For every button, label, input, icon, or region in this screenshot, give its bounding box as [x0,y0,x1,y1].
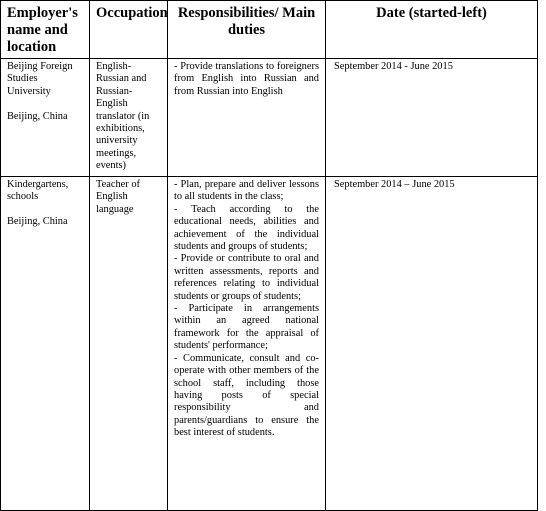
header-responsibilities: Responsibilities/ Main duties [168,1,326,59]
duty-item: - Plan, prepare and deliver lessons to all students in the class; [174,179,319,203]
header-date: Date (started-left) [326,1,538,59]
employer-location: Beijing, China [7,216,68,228]
header-employer: Employer's name and location [1,1,90,59]
duty-item: - Provide translations to foreigners from English into Russian and from Russian into English [174,61,319,97]
duties-cell [168,177,326,511]
table-row [1,177,538,511]
employer-cell [1,177,90,511]
duty-item: - Provide or contribute to oral and written assessments, reports and references relating to individual students or groups of students; [174,253,319,302]
employer-name: Kindergartens, schools [7,179,69,203]
duty-item: - Teach according to the educational needs, abilities and achievement of the individual students and groups of students; [174,203,319,253]
table-row [1,59,538,177]
duties-cell [168,59,326,177]
employer-cell [1,59,90,177]
duty-item: - Communicate, consult and co-operate with other members of the school staff, including those having posts of special responsibility and parents/guardians to ensure the best interest of students. [174,352,319,439]
date-cell: September 2014 – June 2015 [326,177,538,511]
header-occupation: Occupation [90,1,168,59]
employer-location: Beijing, China [7,110,68,122]
employer-name: Beijing Foreign Studies University [7,61,73,97]
date-cell: September 2014 - June 2015 [326,59,538,177]
duty-item: - Participate in arrangements within an agreed national framework for the appraisal of students' performance; [174,303,319,352]
header-row [1,1,538,59]
occupation-cell: English-Russian and Russian-English translator (in exhibitions, university meetings, events) [90,59,168,177]
occupation-cell: Teacher of English language [90,177,168,511]
